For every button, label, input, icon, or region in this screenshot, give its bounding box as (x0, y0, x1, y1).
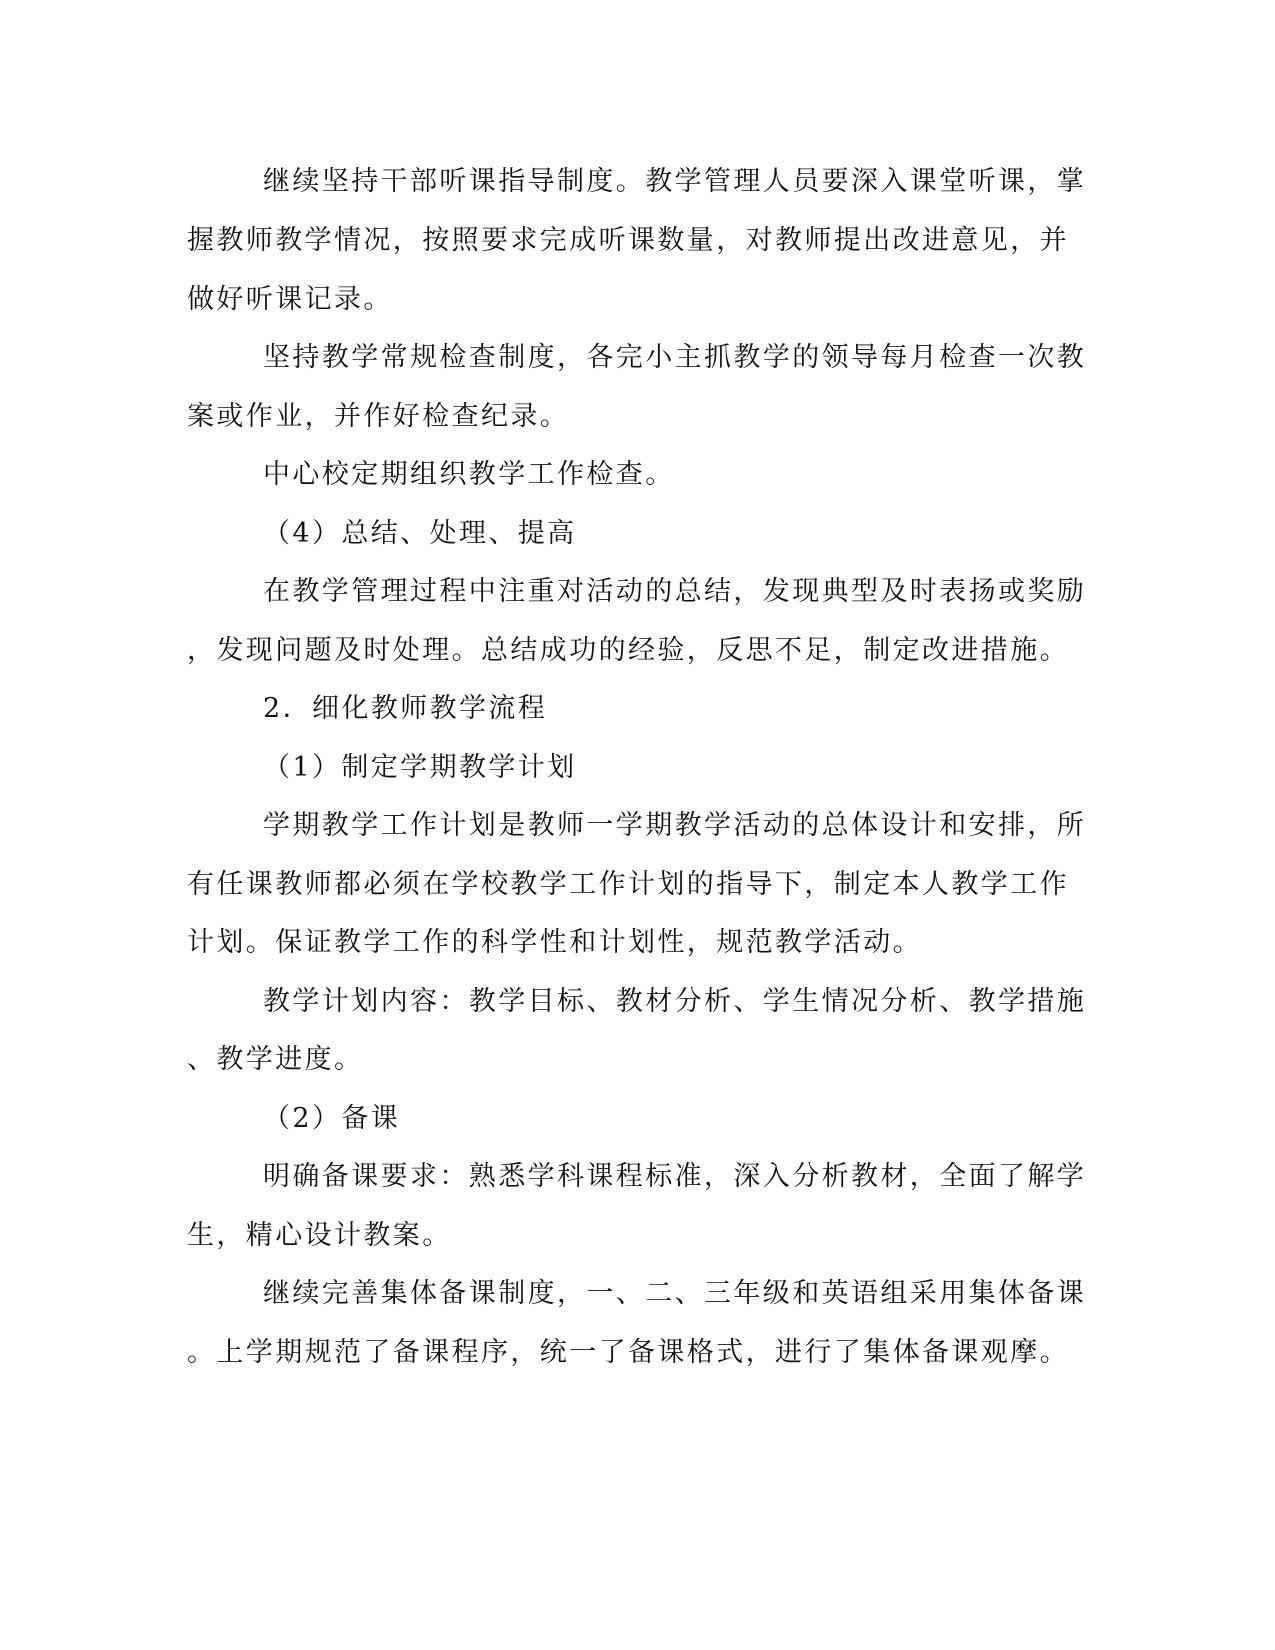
paragraph-line: 继续完善集体备课制度，一、二、三年级和英语组采用集体备课 (263, 1278, 1087, 1309)
paragraph-line: 有任课教师都必须在学校教学工作计划的指导下，制定本人教学工作 (187, 869, 1069, 900)
section-heading: （2）备课 (263, 1103, 401, 1134)
paragraph-line: 学期教学工作计划是教师一学期教学活动的总体设计和安排，所 (263, 810, 1087, 841)
paragraph-line: 、教学进度。 (187, 1044, 364, 1075)
paragraph-line: 坚持教学常规检查制度，各完小主抓教学的领导每月检查一次教 (263, 342, 1087, 373)
paragraph-line: 计划。保证教学工作的科学性和计划性，规范教学活动。 (187, 927, 922, 958)
paragraph-line: 生，精心设计教案。 (187, 1220, 452, 1251)
section-heading: （1）制定学期教学计划 (263, 752, 577, 783)
paragraph-line: 案或作业，并作好检查纪录。 (187, 401, 570, 432)
paragraph-line: ，发现问题及时处理。总结成功的经验，反思不足，制定改进措施。 (187, 635, 1069, 666)
paragraph-line: 在教学管理过程中注重对活动的总结，发现典型及时表扬或奖励 (263, 576, 1087, 607)
section-heading: 2．细化教师教学流程 (263, 693, 548, 724)
paragraph-line: 做好听课记录。 (187, 284, 393, 315)
section-heading: （4）总结、处理、提高 (263, 518, 577, 549)
paragraph-line: 中心校定期组织教学工作检查。 (263, 459, 675, 490)
paragraph-line: 教学计划内容：教学目标、教材分析、学生情况分析、教学措施 (263, 986, 1087, 1017)
paragraph-line: 继续坚持干部听课指导制度。教学管理人员要深入课堂听课，掌 (263, 166, 1087, 197)
paragraph-line: 明确备课要求：熟悉学科课程标准，深入分析教材，全面了解学 (263, 1161, 1087, 1192)
paragraph-line: 握教师教学情况，按照要求完成听课数量，对教师提出改进意见，并 (187, 225, 1069, 256)
paragraph-line: 。上学期规范了备课程序，统一了备课格式，进行了集体备课观摩。 (187, 1337, 1069, 1368)
